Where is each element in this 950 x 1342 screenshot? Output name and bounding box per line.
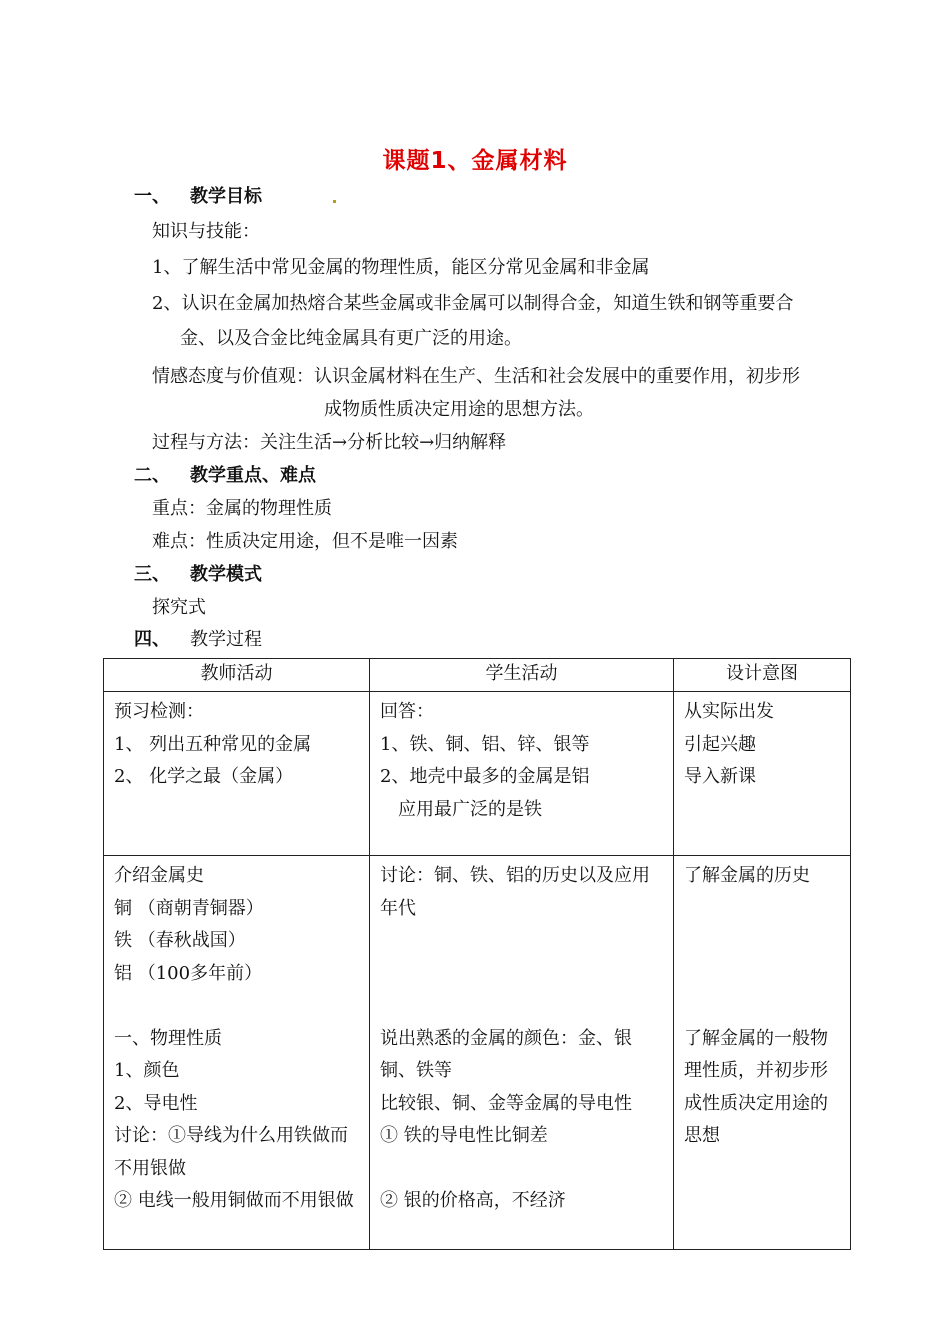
header-teacher: 教师活动 — [104, 659, 370, 692]
intent-cell — [674, 856, 851, 1250]
blank-line — [684, 925, 842, 958]
student-cell — [370, 692, 674, 856]
cell-line: 应用最广泛的是铁 — [398, 798, 542, 820]
emotion-goal-cont: 成物质性质决定用途的思想方法。 — [324, 399, 594, 420]
cell-line: 了解金属的一般物理性质，并初步形成性质决定用途的思想 — [684, 1027, 828, 1146]
cell-line: 了解金属的历史 — [684, 865, 810, 886]
stray-dot-mark — [333, 200, 336, 203]
table-header-row — [104, 659, 851, 692]
key-point: 重点：金属的物理性质 — [152, 498, 332, 519]
cell-line: 讨论：①导线为什么用铁做而不用银做 — [114, 1125, 348, 1179]
page-title: 课题1、金属材料 — [382, 148, 568, 174]
blank-line — [380, 990, 665, 1023]
section-number: 三、 — [134, 564, 170, 585]
section-number: 二、 — [134, 465, 170, 486]
cell-line: ② 银的价格高，不经济 — [380, 1190, 566, 1211]
cell-line: 比较银、铜、金等金属的导电性 — [380, 1092, 632, 1114]
section-number: 四、 — [134, 629, 170, 650]
section-title: 教学模式 — [190, 564, 262, 585]
cell-line: 引起兴趣 — [684, 733, 756, 755]
knowledge-label: 知识与技能： — [152, 221, 260, 242]
cell-line: 回答： — [380, 701, 434, 722]
emotion-goal: 情感态度与价值观：认识金属材料在生产、生活和社会发展中的重要作用，初步形 — [152, 366, 800, 387]
cell-line: 介绍金属史 — [114, 865, 204, 886]
blank-line — [684, 990, 842, 1023]
cell-line: ① 铁的导电性比铜差 — [380, 1125, 548, 1146]
teacher-cell — [104, 856, 370, 1250]
header-intent: 设计意图 — [674, 659, 851, 692]
cell-line: 2、地壳中最多的金属是铝 — [380, 766, 590, 787]
section-title: 教学目标 — [190, 186, 262, 207]
blank-line — [114, 990, 361, 1023]
cell-line: 从实际出发 — [684, 701, 774, 722]
cell-line: 预习检测： — [114, 701, 204, 722]
knowledge-item-1: 1、了解生活中常见金属的物理性质，能区分常见金属和非金属 — [152, 257, 650, 278]
header-student: 学生活动 — [370, 659, 674, 692]
teaching-process-table — [103, 658, 851, 1250]
knowledge-item-2-cont: 金、以及合金比纯金属具有更广泛的用途。 — [180, 328, 522, 349]
student-cell — [370, 856, 674, 1250]
section-2-heading — [134, 463, 316, 489]
blank-line — [684, 893, 842, 926]
cell-line: 1、 列出五种常见的金属 — [114, 733, 312, 755]
section-title: 教学重点、难点 — [190, 465, 316, 486]
table-row — [104, 856, 851, 1250]
blank-line — [380, 925, 665, 958]
teacher-cell — [104, 692, 370, 856]
blank-line — [380, 958, 665, 991]
blank-line — [684, 958, 842, 991]
blank-line — [380, 1153, 665, 1186]
section-title: 教学过程 — [190, 629, 262, 650]
knowledge-item-2: 2、认识在金属加热熔合某些金属或非金属可以制得合金，知道生铁和钢等重要合 — [152, 293, 794, 314]
cell-line: 铝 （100多年前） — [114, 962, 263, 984]
section-number: 一、 — [134, 186, 170, 207]
teaching-mode: 探究式 — [152, 597, 206, 618]
cell-line: 说出熟悉的金属的颜色：金、银铜、铁等 — [380, 1027, 632, 1081]
cell-line: 铁 （春秋战国） — [114, 930, 246, 951]
section-4-heading — [134, 627, 262, 653]
cell-line: 导入新课 — [684, 766, 756, 787]
cell-line: 2、导电性 — [114, 1092, 198, 1114]
cell-line: ② 电线一般用铜做而不用银做 — [114, 1190, 354, 1211]
section-1-heading — [134, 184, 262, 210]
cell-line: 一、物理性质 — [114, 1027, 222, 1049]
cell-line: 1、铁、铜、铝、锌、银等 — [380, 733, 590, 755]
intent-cell — [674, 692, 851, 856]
section-3-heading — [134, 562, 262, 588]
cell-line: 2、 化学之最（金属） — [114, 766, 294, 787]
difficulty: 难点：性质决定用途，但不是唯一因素 — [152, 531, 458, 552]
process-method: 过程与方法：关注生活→分析比较→归纳解释 — [152, 432, 507, 453]
cell-line: 铜 （商朝青铜器） — [114, 897, 264, 919]
cell-line: 讨论：铜、铁、铝的历史以及应用年代 — [380, 865, 650, 919]
table-row — [104, 692, 851, 856]
cell-line: 1、颜色 — [114, 1060, 180, 1081]
